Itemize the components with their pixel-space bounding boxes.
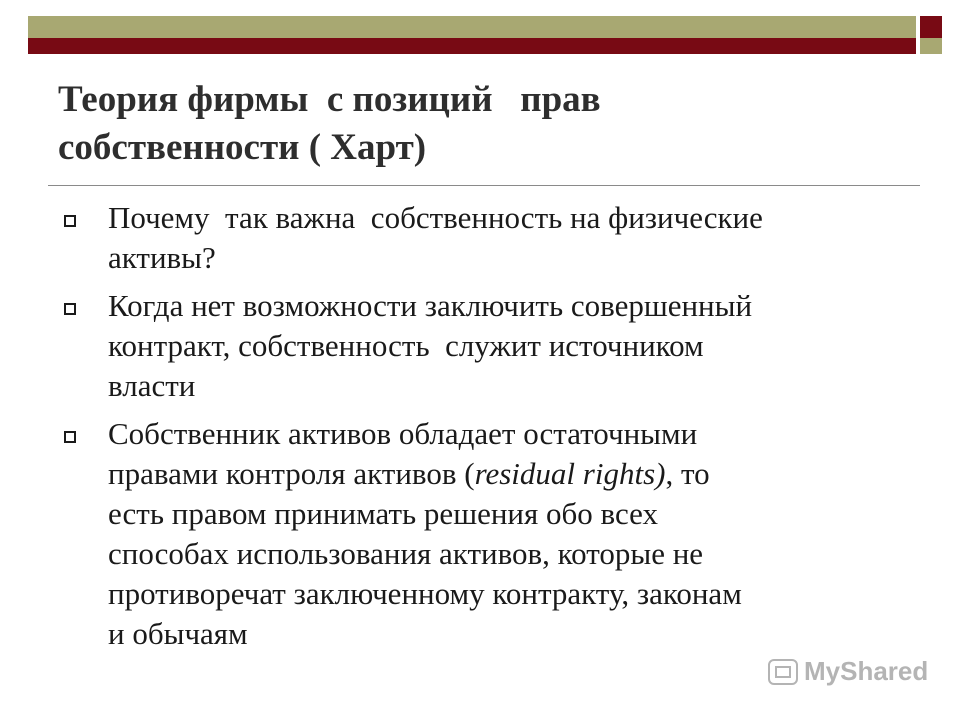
slide-title	[58, 76, 898, 172]
header-corner-olive	[920, 38, 942, 54]
square-bullet-icon	[64, 215, 76, 227]
bullet-line: активы?	[108, 240, 216, 275]
bullet-text	[108, 286, 920, 406]
residual-rights-term: residual rights)	[474, 456, 666, 491]
header-band-olive	[28, 16, 916, 38]
bullet-text	[108, 198, 920, 278]
bullet-item	[60, 414, 920, 654]
square-bullet-icon	[64, 303, 76, 315]
bullet-line: противоречат заключенному контракту, законам	[108, 576, 742, 611]
bullet-item	[60, 198, 920, 278]
bullet-line: Когда нет возможности заключить совершенный	[108, 288, 753, 323]
bullet-line: и обычаям	[108, 616, 248, 651]
bullet-line: контракт, собственность служит источником	[108, 328, 704, 363]
myshared-watermark	[768, 656, 928, 687]
bullet-line-end: , то	[665, 456, 710, 491]
title-divider	[48, 185, 920, 186]
header-corner-maroon	[920, 16, 942, 38]
bullet-line: есть правом принимать решения обо всех	[108, 496, 658, 531]
bullet-text	[108, 414, 920, 654]
bullet-line: власти	[108, 368, 196, 403]
slide-title-line: Теория фирмы с позиций прав	[58, 79, 601, 120]
bullet-line-start: правами контроля активов (	[108, 456, 475, 491]
slide-title-line: собственности ( Харт)	[58, 127, 427, 168]
watermark-text: MyShared	[804, 656, 929, 686]
bullet-line: Почему так важна собственность на физические	[108, 200, 763, 235]
myshared-logo-icon	[768, 659, 798, 685]
header-band-maroon	[28, 38, 916, 54]
bullet-list	[60, 198, 920, 662]
square-bullet-icon	[64, 431, 76, 443]
bullet-line	[108, 454, 920, 494]
bullet-line: способах использования активов, которые не	[108, 536, 704, 571]
bullet-item	[60, 286, 920, 406]
bullet-line: Собственник активов обладает остаточными	[108, 416, 698, 451]
